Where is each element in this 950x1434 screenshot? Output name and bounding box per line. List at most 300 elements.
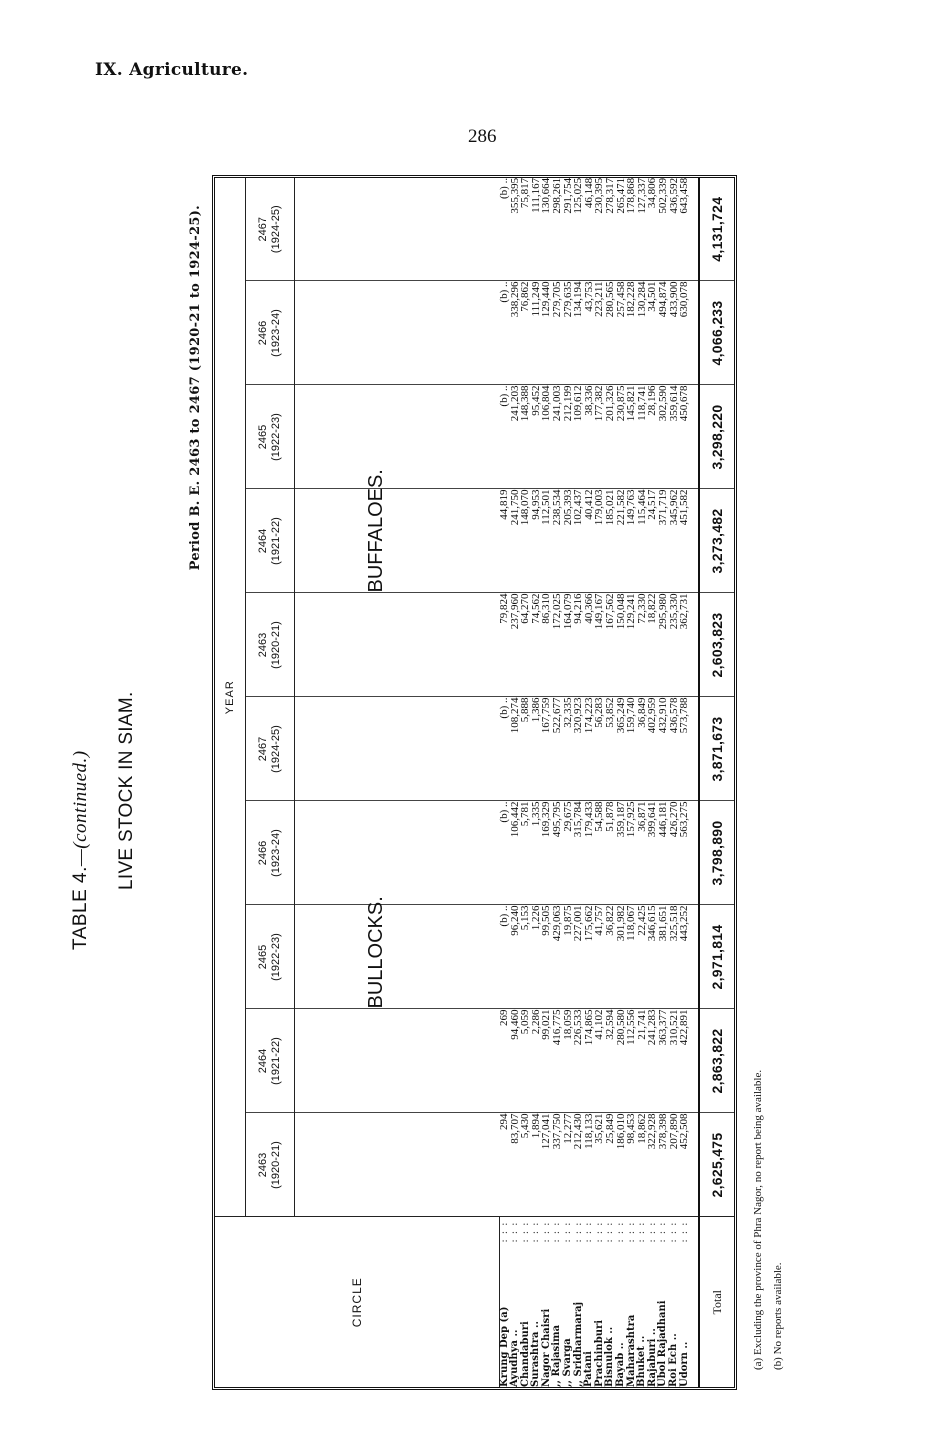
table-cell bbox=[605, 906, 616, 1009]
buffaloes-total: 3,273,482 bbox=[699, 489, 734, 593]
cell-value: 5,059 bbox=[519, 1009, 532, 1035]
cell-value: 172,025 bbox=[550, 593, 563, 630]
cell-value: 28,196 bbox=[646, 385, 659, 416]
cell-value: 1,386 bbox=[529, 697, 542, 723]
table-caption bbox=[70, 750, 92, 950]
table-cell bbox=[658, 490, 669, 593]
leader-dots: ::: bbox=[657, 1217, 669, 1243]
circle-name: Roi Ech .. bbox=[668, 1333, 679, 1387]
cell-value: 212,430 bbox=[572, 1113, 585, 1150]
cell-value: 257,458 bbox=[614, 281, 627, 318]
cell-value: 443,252 bbox=[678, 905, 691, 942]
cell-value: 76,862 bbox=[519, 281, 532, 312]
year-column-header bbox=[246, 801, 295, 905]
year-column-header bbox=[246, 489, 295, 593]
cell-value: 18,822 bbox=[646, 593, 659, 624]
footnote-b: (b) No reports available. bbox=[772, 1262, 784, 1370]
cell-value: 115,464 bbox=[635, 489, 648, 525]
table-cell bbox=[605, 490, 616, 593]
year-column-header bbox=[246, 905, 295, 1009]
leader-dots: ::: bbox=[593, 1217, 605, 1243]
circle-name: Bhuket .. bbox=[636, 1335, 648, 1387]
cell-value: 75,817 bbox=[519, 177, 532, 209]
table-cell bbox=[658, 178, 669, 281]
year-be: 2464 bbox=[257, 528, 269, 554]
buffaloes-y2466-column bbox=[499, 281, 699, 385]
cell-value: 167,759 bbox=[540, 697, 553, 734]
leader-dots: ::: bbox=[562, 1217, 574, 1243]
table-cell bbox=[679, 282, 690, 385]
cell-value: 99,021 bbox=[540, 1009, 553, 1040]
cell-value: 127,337 bbox=[635, 177, 648, 214]
cell-value: 322,928 bbox=[646, 1113, 659, 1150]
cell-value: 2,286 bbox=[529, 1009, 542, 1035]
table-cell bbox=[679, 698, 690, 801]
buffaloes-y2465-column bbox=[499, 385, 699, 489]
cell-value: 269 bbox=[498, 1009, 510, 1026]
table-cell bbox=[499, 1010, 510, 1113]
cell-value: 21,741 bbox=[635, 1009, 648, 1040]
table-cell bbox=[679, 906, 690, 1009]
cell-value: 164,079 bbox=[561, 593, 574, 630]
cell-value: 130,284 bbox=[635, 281, 648, 318]
footnote-a: (a) Excluding the province of Phra Nagor, no report being available. bbox=[752, 1069, 764, 1370]
year-column-header bbox=[246, 281, 295, 385]
cell-value: 125,025 bbox=[572, 177, 585, 214]
cell-value: 359,187 bbox=[614, 801, 627, 838]
leader-dots: ::: bbox=[572, 1217, 584, 1243]
leader-dots: ::: bbox=[509, 1217, 521, 1243]
circle-name: Prachinburi bbox=[593, 1319, 605, 1387]
cell-value: 630,078 bbox=[678, 281, 691, 318]
table-cell bbox=[679, 490, 690, 593]
cell-value: 522,677 bbox=[550, 697, 563, 734]
cell-value: 95,452 bbox=[529, 385, 542, 416]
table-cell bbox=[605, 1010, 616, 1113]
leader-dots: ::: bbox=[604, 1217, 616, 1243]
cell-value: 94,216 bbox=[572, 593, 585, 624]
cell-value: 338,296 bbox=[508, 281, 521, 318]
cell-value: 177,382 bbox=[593, 385, 606, 422]
year-column-header bbox=[246, 697, 295, 801]
year-column-header bbox=[246, 593, 295, 697]
cell-value: 34,806 bbox=[646, 177, 659, 209]
cell-value: 355,395 bbox=[508, 177, 521, 214]
cell-value: 35,621 bbox=[593, 1113, 606, 1144]
cell-value: 175,662 bbox=[582, 905, 595, 942]
rotated-table-block bbox=[70, 175, 784, 1390]
cell-value: 79,824 bbox=[498, 593, 510, 624]
table-cell bbox=[605, 594, 616, 697]
year-be: 2463 bbox=[257, 632, 269, 658]
cell-value: 106,804 bbox=[540, 385, 553, 422]
cell-value: 302,590 bbox=[656, 385, 669, 422]
cell-value: (b) .. bbox=[498, 281, 510, 303]
bullocks-section-label: BULLOCKS. bbox=[365, 896, 387, 1009]
cell-value: 362,731 bbox=[678, 593, 691, 630]
cell-value: 359,614 bbox=[667, 385, 680, 422]
cell-value: 56,283 bbox=[593, 697, 606, 728]
cell-value: 346,615 bbox=[646, 905, 659, 942]
circle-row-label bbox=[680, 1218, 691, 1388]
buffaloes-total: 2,603,823 bbox=[699, 593, 734, 697]
cell-value: (b) .. bbox=[498, 905, 510, 927]
circle-name: Nagor Chaisri bbox=[540, 1308, 552, 1387]
year-ad: (1922-23) bbox=[270, 413, 282, 461]
cell-value: 399,641 bbox=[646, 801, 659, 838]
cell-value: 230,395 bbox=[593, 177, 606, 214]
bullocks-total: 3,798,890 bbox=[699, 801, 734, 905]
cell-value: 159,740 bbox=[625, 697, 638, 734]
cell-value: 205,393 bbox=[561, 489, 574, 526]
cell-value: 179,003 bbox=[593, 489, 606, 526]
table-cell bbox=[499, 802, 510, 905]
cell-value: 416,775 bbox=[550, 1009, 563, 1046]
cell-value: 102,437 bbox=[572, 489, 585, 526]
table-cell bbox=[499, 386, 510, 489]
circle-name: Maharashtra bbox=[625, 1314, 637, 1387]
cell-value: 451,582 bbox=[678, 489, 691, 526]
cell-value: 221,582 bbox=[614, 489, 627, 526]
table-cell bbox=[499, 282, 510, 385]
circle-name: Bayab .. bbox=[615, 1342, 627, 1387]
cell-value: 167,562 bbox=[603, 593, 616, 630]
cell-value: 22,425 bbox=[635, 905, 648, 936]
circle-name: Rajaburi .. bbox=[646, 1328, 658, 1387]
circle-name: Surashtra .. bbox=[530, 1321, 542, 1387]
table-cell bbox=[552, 282, 563, 385]
buffaloes-y2464-column bbox=[499, 489, 699, 593]
year-ad: (1924-25) bbox=[270, 205, 282, 254]
cell-value: 134,194 bbox=[572, 281, 585, 318]
cell-value: 74,562 bbox=[529, 593, 542, 624]
cell-value: 149,763 bbox=[625, 489, 638, 526]
cell-value: 265,471 bbox=[614, 177, 627, 214]
year-be: 2467 bbox=[257, 736, 269, 762]
cell-value: 174,223 bbox=[582, 697, 595, 734]
circle-name: ,, Sridharmaraj bbox=[572, 1301, 584, 1387]
cell-value: 118,741 bbox=[635, 385, 648, 421]
cell-value: 43,753 bbox=[582, 281, 595, 312]
total-label: Total bbox=[699, 1217, 734, 1387]
bullocks-y2463-column bbox=[499, 1113, 699, 1217]
cell-value: 241,203 bbox=[508, 385, 521, 422]
cell-value: 291,754 bbox=[561, 177, 574, 214]
cell-value: 186,010 bbox=[614, 1113, 627, 1150]
cell-value: 436,592 bbox=[667, 177, 680, 214]
cell-value: 179,433 bbox=[582, 801, 595, 838]
cell-value: 433,900 bbox=[667, 281, 680, 318]
cell-value: 278,317 bbox=[603, 177, 616, 214]
leader-dots: ::: bbox=[583, 1217, 595, 1243]
leader-dots: ::: bbox=[668, 1217, 679, 1243]
cell-value: 495,795 bbox=[550, 801, 563, 838]
circle-name: ,, Svarga bbox=[562, 1338, 574, 1387]
buffaloes-section-label: BUFFALOES. bbox=[365, 469, 387, 593]
year-ad: (1923-24) bbox=[270, 309, 282, 357]
live-stock-table bbox=[212, 175, 737, 1390]
table-cell bbox=[552, 906, 563, 1009]
circle-header: CIRCLE bbox=[215, 1217, 499, 1387]
year-column-header bbox=[246, 178, 295, 281]
table-cell bbox=[679, 178, 690, 281]
cell-value: 426,270 bbox=[667, 801, 680, 838]
year-header: YEAR bbox=[215, 178, 246, 1217]
cell-value: 149,167 bbox=[593, 593, 606, 630]
bullocks-total: 2,971,814 bbox=[699, 905, 734, 1009]
leader-dots: ::: bbox=[519, 1217, 531, 1243]
cell-value: 127,041 bbox=[540, 1113, 553, 1150]
table-cell bbox=[658, 282, 669, 385]
cell-value: 226,533 bbox=[572, 1009, 585, 1046]
cell-value: 237,960 bbox=[508, 593, 521, 630]
period-heading: Period B. E. 2463 to 2467 (1920-21 to 1924-25). bbox=[188, 205, 203, 571]
cell-value: (b) .. bbox=[498, 697, 510, 719]
year-be: 2466 bbox=[257, 840, 269, 866]
year-column-header bbox=[246, 385, 295, 489]
year-ad: (1920-21) bbox=[270, 621, 282, 669]
cell-value: 280,580 bbox=[614, 1009, 627, 1046]
cell-value: 345,962 bbox=[667, 489, 680, 526]
leader-dots: ::: bbox=[678, 1217, 690, 1243]
cell-value: 32,335 bbox=[561, 697, 574, 728]
cell-value: 96,240 bbox=[508, 905, 521, 936]
cell-value: 112,556 bbox=[625, 1009, 638, 1045]
cell-value: 86,310 bbox=[540, 593, 553, 624]
leader-dots: ::: bbox=[551, 1217, 563, 1243]
cell-value: 40,412 bbox=[582, 489, 595, 520]
table-cell bbox=[658, 906, 669, 1009]
cell-value: 5,430 bbox=[519, 1113, 532, 1139]
buffaloes-total: 4,066,233 bbox=[699, 281, 734, 385]
cell-value: 5,781 bbox=[519, 801, 532, 827]
cell-value: 108,274 bbox=[508, 697, 521, 734]
cell-value: 94,460 bbox=[508, 1009, 521, 1040]
cell-value: 72,330 bbox=[635, 593, 648, 624]
cell-value: 36,871 bbox=[635, 801, 648, 832]
circle-name: Bisnulok .. bbox=[604, 1326, 616, 1387]
table-cell bbox=[552, 802, 563, 905]
cell-value: 148,070 bbox=[519, 489, 532, 526]
cell-value: 325,518 bbox=[667, 905, 680, 942]
leader-dots: ::: bbox=[646, 1217, 658, 1243]
table-cell bbox=[499, 594, 510, 697]
year-be: 2465 bbox=[257, 944, 269, 970]
cell-value: 1,226 bbox=[529, 905, 542, 931]
cell-value: 157,925 bbox=[625, 801, 638, 838]
table-cell bbox=[499, 1114, 510, 1217]
table-cell bbox=[658, 594, 669, 697]
cell-value: 363,377 bbox=[656, 1009, 669, 1046]
cell-value: 494,874 bbox=[656, 281, 669, 318]
cell-value: 118,133 bbox=[582, 1113, 595, 1149]
cell-value: 12,277 bbox=[561, 1113, 574, 1144]
year-be: 2464 bbox=[257, 1048, 269, 1074]
cell-value: 46,148 bbox=[582, 177, 595, 209]
bullocks-total: 2,625,475 bbox=[699, 1113, 734, 1217]
cell-value: 436,578 bbox=[667, 697, 680, 734]
cell-value: 402,959 bbox=[646, 697, 659, 734]
table-cell bbox=[679, 1114, 690, 1217]
cell-value: 98,453 bbox=[625, 1113, 638, 1144]
table-cell bbox=[605, 178, 616, 281]
cell-value: 310,521 bbox=[667, 1009, 680, 1046]
table-cell bbox=[658, 1010, 669, 1113]
cell-value: 109,612 bbox=[572, 385, 585, 422]
cell-value: 44,819 bbox=[498, 489, 510, 520]
cell-value: 148,388 bbox=[519, 385, 532, 422]
year-ad: (1920-21) bbox=[270, 1141, 282, 1189]
year-ad: (1922-23) bbox=[270, 933, 282, 981]
cell-value: 38,336 bbox=[582, 385, 595, 416]
table-cell bbox=[552, 698, 563, 801]
year-column-header bbox=[246, 1113, 295, 1217]
table-continued: —(continued.) bbox=[70, 750, 91, 867]
cell-value: 301,982 bbox=[614, 905, 627, 942]
cell-value: 53,852 bbox=[603, 697, 616, 728]
bullocks-y2464-column bbox=[499, 1009, 699, 1113]
leader-dots: ::: bbox=[530, 1217, 542, 1243]
circle-name: Ubol Rajadhani bbox=[657, 1300, 669, 1387]
table-cell bbox=[605, 802, 616, 905]
cell-value: 223,211 bbox=[593, 281, 606, 317]
table-cell bbox=[499, 178, 510, 281]
circle-name: Patani bbox=[583, 1351, 595, 1387]
table-cell bbox=[499, 906, 510, 1009]
footnotes bbox=[748, 1070, 788, 1370]
leader-dots: ::: bbox=[615, 1217, 627, 1243]
section-title: IX. Agriculture. bbox=[95, 60, 249, 80]
cell-value: 294 bbox=[498, 1113, 510, 1130]
cell-value: 64,270 bbox=[519, 593, 532, 624]
cell-value: 279,705 bbox=[550, 281, 563, 318]
table-cell bbox=[605, 386, 616, 489]
cell-value: 40,366 bbox=[582, 593, 595, 624]
cell-value: (b) .. bbox=[498, 177, 510, 199]
cell-value: 19,875 bbox=[561, 905, 574, 936]
table-cell bbox=[552, 1114, 563, 1217]
table-cell bbox=[552, 386, 563, 489]
leader-dots: ::: bbox=[540, 1217, 552, 1243]
cell-value: 201,326 bbox=[603, 385, 616, 422]
cell-value: 106,442 bbox=[508, 801, 521, 838]
cell-value: 207,890 bbox=[667, 1113, 680, 1150]
cell-value: 145,821 bbox=[625, 385, 638, 422]
cell-value: 182,228 bbox=[625, 281, 638, 318]
table-cell bbox=[679, 594, 690, 697]
leader-dots: ::: bbox=[625, 1217, 637, 1243]
table-cell bbox=[552, 1010, 563, 1113]
cell-value: 230,875 bbox=[614, 385, 627, 422]
cell-value: 279,635 bbox=[561, 281, 574, 318]
cell-value: 573,788 bbox=[678, 697, 691, 734]
cell-value: 94,953 bbox=[529, 489, 542, 520]
cell-value: 337,750 bbox=[550, 1113, 563, 1150]
cell-value: 5,888 bbox=[519, 697, 532, 723]
buffaloes-y2463-column bbox=[499, 593, 699, 697]
table-cell bbox=[552, 490, 563, 593]
bullocks-y2467-column bbox=[499, 697, 699, 801]
cell-value: 429,063 bbox=[550, 905, 563, 942]
circle-names-column bbox=[499, 1217, 699, 1387]
circle-row-label bbox=[669, 1218, 680, 1388]
cell-value: 41,102 bbox=[593, 1009, 606, 1040]
cell-value: 111,167 bbox=[529, 177, 542, 213]
cell-value: 24,517 bbox=[646, 489, 659, 520]
cell-value: 169,329 bbox=[540, 801, 553, 838]
table-cell bbox=[679, 386, 690, 489]
cell-value: 227,001 bbox=[572, 905, 585, 942]
cell-value: 54,588 bbox=[593, 801, 606, 832]
cell-value: 18,059 bbox=[561, 1009, 574, 1040]
cell-value: 5,153 bbox=[519, 905, 532, 931]
cell-value: 99,505 bbox=[540, 905, 553, 936]
table-label: TABLE 4. bbox=[70, 866, 91, 950]
circle-name: Ayudhya .. bbox=[509, 1329, 521, 1387]
cell-value: 129,440 bbox=[540, 281, 553, 318]
year-ad: (1921-22) bbox=[270, 1037, 282, 1085]
table-cell bbox=[499, 490, 510, 593]
circle-name: ,, Rajasima bbox=[551, 1324, 563, 1387]
table-cell bbox=[605, 282, 616, 385]
year-ad: (1921-22) bbox=[270, 517, 282, 565]
cell-value: 32,594 bbox=[603, 1009, 616, 1040]
cell-value: 241,283 bbox=[646, 1009, 659, 1046]
table-cell bbox=[499, 698, 510, 801]
cell-value: 422,891 bbox=[678, 1009, 691, 1046]
cell-value: 112,501 bbox=[540, 489, 553, 525]
cell-value: 446,181 bbox=[656, 801, 669, 838]
year-be: 2463 bbox=[257, 1152, 269, 1178]
cell-value: 241,750 bbox=[508, 489, 521, 526]
cell-value: 365,249 bbox=[614, 697, 627, 734]
cell-value: 295,980 bbox=[656, 593, 669, 630]
cell-value: 178,868 bbox=[625, 177, 638, 214]
circle-name: Chandaburi bbox=[519, 1321, 531, 1387]
year-ad: (1923-24) bbox=[270, 829, 282, 877]
cell-value: 34,501 bbox=[646, 281, 659, 312]
cell-value: 320,923 bbox=[572, 697, 585, 734]
table-cell bbox=[679, 1010, 690, 1113]
bullocks-total: 3,871,673 bbox=[699, 697, 734, 801]
cell-value: 129,241 bbox=[625, 593, 638, 630]
cell-value: 298,261 bbox=[550, 177, 563, 214]
table-cell bbox=[658, 698, 669, 801]
year-column-header bbox=[246, 1009, 295, 1113]
cell-value: (b) .. bbox=[498, 385, 510, 407]
cell-value: 452,508 bbox=[678, 1113, 691, 1150]
table-cell bbox=[679, 802, 690, 905]
cell-value: 280,565 bbox=[603, 281, 616, 318]
buffaloes-y2467-column bbox=[499, 178, 699, 281]
leader-dots: ::: bbox=[636, 1217, 648, 1243]
cell-value: 1,335 bbox=[529, 801, 542, 827]
table-cell bbox=[605, 698, 616, 801]
cell-value: 174,865 bbox=[582, 1009, 595, 1046]
cell-value: 83,707 bbox=[508, 1113, 521, 1144]
table-cell bbox=[552, 178, 563, 281]
cell-value: 18,862 bbox=[635, 1113, 648, 1144]
cell-value: 118,067 bbox=[625, 905, 638, 941]
cell-value: 36,822 bbox=[603, 905, 616, 936]
bullocks-total: 2,863,822 bbox=[699, 1009, 734, 1113]
table-title: LIVE STOCK IN SIAM. bbox=[116, 691, 137, 890]
cell-value: 235,330 bbox=[667, 593, 680, 630]
cell-value: 432,910 bbox=[656, 697, 669, 734]
cell-value: 130,664 bbox=[540, 177, 553, 214]
table-cell bbox=[658, 386, 669, 489]
cell-value: 1,894 bbox=[529, 1113, 542, 1139]
